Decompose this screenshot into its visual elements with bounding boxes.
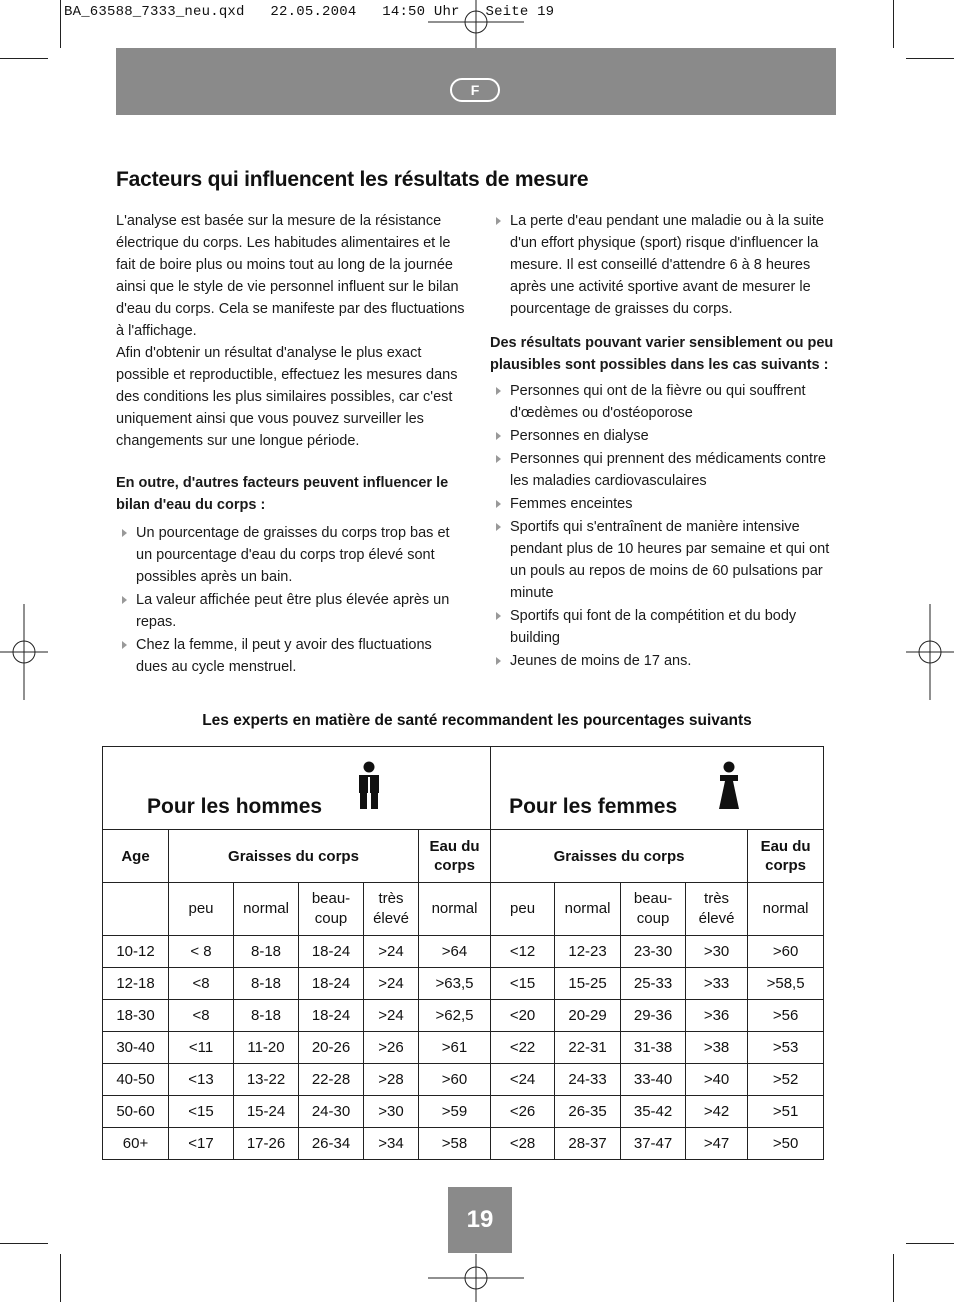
recommendation-title: Les experts en matière de santé recommandent les pourcentages suivants — [202, 712, 752, 729]
women-value-cell: 29-36 — [621, 1000, 686, 1032]
crop-mark — [0, 58, 48, 59]
water-loss-list — [490, 210, 840, 320]
women-value-cell: >33 — [686, 968, 748, 1000]
crop-mark — [906, 1243, 954, 1244]
women-value-cell: 12-23 — [555, 936, 621, 968]
left-column — [116, 210, 466, 679]
age-cell: 12-18 — [103, 968, 169, 1000]
sub-label-normal: normal — [555, 883, 621, 936]
men-value-cell: 24-30 — [299, 1096, 364, 1128]
age-header: Age — [103, 830, 169, 883]
list-item: Femmes enceintes — [490, 493, 840, 515]
women-value-cell: <15 — [491, 968, 555, 1000]
body-composition-table-wrap — [102, 746, 823, 1160]
men-value-cell: 11-20 — [234, 1032, 299, 1064]
men-value-cell: 18-24 — [299, 1000, 364, 1032]
men-header-cell — [103, 747, 491, 830]
list-item: Personnes en dialyse — [490, 425, 840, 447]
men-value-cell: 13-22 — [234, 1064, 299, 1096]
other-factors-heading: En outre, d'autres facteurs peuvent influencer le bilan d'eau du corps : — [116, 475, 449, 513]
women-value-cell: >42 — [686, 1096, 748, 1128]
women-header-cell — [491, 747, 824, 830]
registration-mark-icon — [428, 1254, 524, 1302]
method-paragraph: Afin d'obtenir un résultat d'analyse le plus exact possible et reproductible, effectuez les mesures dans des conditions les plus similaires possibles, car c'est uniquement ainsi que vous pouvez surveiller les changements sur une longue période. — [116, 345, 458, 449]
men-value-cell: >24 — [364, 936, 419, 968]
list-item: Personnes qui ont de la fièvre ou qui souffrent d'œdèmes ou d'ostéoporose — [490, 380, 840, 424]
men-value-cell: <17 — [169, 1128, 234, 1160]
intro-paragraph: L'analyse est basée sur la mesure de la résistance électrique du corps. Les habitudes alimentaires et le fait de boire plus ou moins tout au long de la journée ainsi que le style de vie personnel influent sur le bilan d'eau du corps. Cela se manifeste par des fluctuations à l'affichage. — [116, 213, 465, 339]
men-value-cell: <11 — [169, 1032, 234, 1064]
sub-label-tres-eleve: très élevé — [364, 883, 419, 936]
women-value-cell: 20-29 — [555, 1000, 621, 1032]
crop-mark — [60, 1254, 61, 1302]
men-value-cell: < 8 — [169, 936, 234, 968]
men-value-cell: >62,5 — [419, 1000, 491, 1032]
men-value-cell: >60 — [419, 1064, 491, 1096]
men-fat-header: Graisses du corps — [169, 830, 419, 883]
women-value-cell: >40 — [686, 1064, 748, 1096]
table-row — [103, 1000, 824, 1032]
age-cell: 18-30 — [103, 1000, 169, 1032]
men-value-cell: <8 — [169, 968, 234, 1000]
men-value-cell: >63,5 — [419, 968, 491, 1000]
women-value-cell: 31-38 — [621, 1032, 686, 1064]
sub-label-peu: peu — [169, 883, 234, 936]
women-value-cell: 23-30 — [621, 936, 686, 968]
list-item: Un pourcentage de graisses du corps trop bas et un pourcentage d'eau du corps trop élevé sont possibles après un bain. — [116, 522, 466, 588]
women-value-cell: >47 — [686, 1128, 748, 1160]
page-title: Facteurs qui influencent les résultats de mesure — [116, 168, 589, 191]
women-value-cell: 33-40 — [621, 1064, 686, 1096]
sub-label-tres-eleve: très élevé — [686, 883, 748, 936]
men-value-cell: >59 — [419, 1096, 491, 1128]
men-value-cell: >30 — [364, 1096, 419, 1128]
age-cell: 50-60 — [103, 1096, 169, 1128]
sub-label-beaucoup: beau-coup — [621, 883, 686, 936]
page-number: 19 — [448, 1187, 512, 1253]
women-value-cell: >60 — [748, 936, 824, 968]
men-value-cell: 8-18 — [234, 936, 299, 968]
women-value-cell: <22 — [491, 1032, 555, 1064]
men-value-cell: 20-26 — [299, 1032, 364, 1064]
men-value-cell: <13 — [169, 1064, 234, 1096]
language-badge: F — [450, 78, 500, 102]
men-value-cell: >28 — [364, 1064, 419, 1096]
men-value-cell: >26 — [364, 1032, 419, 1064]
crop-mark — [0, 1243, 48, 1244]
registration-mark-icon — [906, 604, 954, 700]
men-value-cell: <15 — [169, 1096, 234, 1128]
women-water-header: Eau du corps — [748, 830, 824, 883]
women-value-cell: 37-47 — [621, 1128, 686, 1160]
women-title: Pour les femmes — [509, 795, 678, 818]
implausible-results-heading: Des résultats pouvant varier sensiblement ou peu plausibles sont possibles dans les cas suivants : — [490, 335, 834, 373]
list-item: La perte d'eau pendant une maladie ou à la suite d'un effort physique (sport) risque d'influencer la mesure. Il est conseillé d'attendre 6 à 8 heures après une activité sportive avant de mesurer le pourcentage de graisses du corps. — [490, 210, 840, 320]
female-figure-icon — [717, 761, 741, 811]
women-value-cell: 22-31 — [555, 1032, 621, 1064]
women-value-cell: <28 — [491, 1128, 555, 1160]
men-value-cell: >24 — [364, 968, 419, 1000]
women-value-cell: <20 — [491, 1000, 555, 1032]
age-cell: 30-40 — [103, 1032, 169, 1064]
women-value-cell: 35-42 — [621, 1096, 686, 1128]
men-value-cell: 15-24 — [234, 1096, 299, 1128]
table-row — [103, 1064, 824, 1096]
women-value-cell: >56 — [748, 1000, 824, 1032]
women-value-cell: <24 — [491, 1064, 555, 1096]
body-composition-table — [102, 746, 824, 1160]
implausible-cases-list — [490, 380, 840, 672]
men-value-cell: 8-18 — [234, 968, 299, 1000]
table-row — [103, 1096, 824, 1128]
empty-cell — [103, 883, 169, 936]
sub-label-normal: normal — [748, 883, 824, 936]
table-row — [103, 1128, 824, 1160]
men-value-cell: 8-18 — [234, 1000, 299, 1032]
print-slug: BA_63588_7333_neu.qxd 22.05.2004 14:50 Uhr Seite 19 — [64, 4, 555, 20]
women-value-cell: >38 — [686, 1032, 748, 1064]
men-title: Pour les hommes — [147, 795, 323, 818]
age-cell: 10-12 — [103, 936, 169, 968]
women-value-cell: >58,5 — [748, 968, 824, 1000]
men-value-cell: >34 — [364, 1128, 419, 1160]
women-value-cell: 24-33 — [555, 1064, 621, 1096]
men-value-cell: 17-26 — [234, 1128, 299, 1160]
women-value-cell: 15-25 — [555, 968, 621, 1000]
men-value-cell: >58 — [419, 1128, 491, 1160]
list-item: Personnes qui prennent des médicaments contre les maladies cardiovasculaires — [490, 448, 840, 492]
male-figure-icon — [357, 761, 381, 811]
age-cell: 60+ — [103, 1128, 169, 1160]
crop-mark — [60, 0, 61, 48]
men-value-cell: >24 — [364, 1000, 419, 1032]
women-value-cell: 28-37 — [555, 1128, 621, 1160]
men-value-cell: 18-24 — [299, 936, 364, 968]
women-value-cell: >53 — [748, 1032, 824, 1064]
women-value-cell: >36 — [686, 1000, 748, 1032]
sub-label-normal: normal — [234, 883, 299, 936]
sub-label-beaucoup: beau-coup — [299, 883, 364, 936]
other-factors-list — [116, 522, 466, 678]
women-value-cell: >50 — [748, 1128, 824, 1160]
women-value-cell: <26 — [491, 1096, 555, 1128]
women-value-cell: >51 — [748, 1096, 824, 1128]
crop-mark — [906, 58, 954, 59]
men-value-cell: 22-28 — [299, 1064, 364, 1096]
header-band — [116, 48, 836, 115]
table-row — [103, 1032, 824, 1064]
table-row — [103, 936, 824, 968]
men-value-cell: >64 — [419, 936, 491, 968]
women-value-cell: >30 — [686, 936, 748, 968]
list-item: Sportifs qui s'entraînent de manière intensive pendant plus de 10 heures par semaine et qui ont un pouls au repos de moins de 60 pulsations par minute — [490, 516, 840, 604]
men-value-cell: 18-24 — [299, 968, 364, 1000]
women-fat-header: Graisses du corps — [491, 830, 748, 883]
sub-label-normal: normal — [419, 883, 491, 936]
men-value-cell: <8 — [169, 1000, 234, 1032]
list-item: Jeunes de moins de 17 ans. — [490, 650, 840, 672]
women-value-cell: <12 — [491, 936, 555, 968]
men-water-header: Eau du corps — [419, 830, 491, 883]
registration-mark-icon — [428, 0, 524, 48]
age-cell: 40-50 — [103, 1064, 169, 1096]
crop-mark — [893, 0, 894, 48]
table-row — [103, 968, 824, 1000]
sub-label-peu: peu — [491, 883, 555, 936]
list-item: La valeur affichée peut être plus élevée après un repas. — [116, 589, 466, 633]
women-value-cell: 25-33 — [621, 968, 686, 1000]
women-value-cell: >52 — [748, 1064, 824, 1096]
registration-mark-icon — [0, 604, 48, 700]
list-item: Chez la femme, il peut y avoir des fluctuations dues au cycle menstruel. — [116, 634, 466, 678]
men-value-cell: >61 — [419, 1032, 491, 1064]
list-item: Sportifs qui font de la compétition et du body building — [490, 605, 840, 649]
men-value-cell: 26-34 — [299, 1128, 364, 1160]
table-body — [103, 936, 824, 1160]
crop-mark — [893, 1254, 894, 1302]
women-value-cell: 26-35 — [555, 1096, 621, 1128]
right-column — [490, 210, 840, 673]
